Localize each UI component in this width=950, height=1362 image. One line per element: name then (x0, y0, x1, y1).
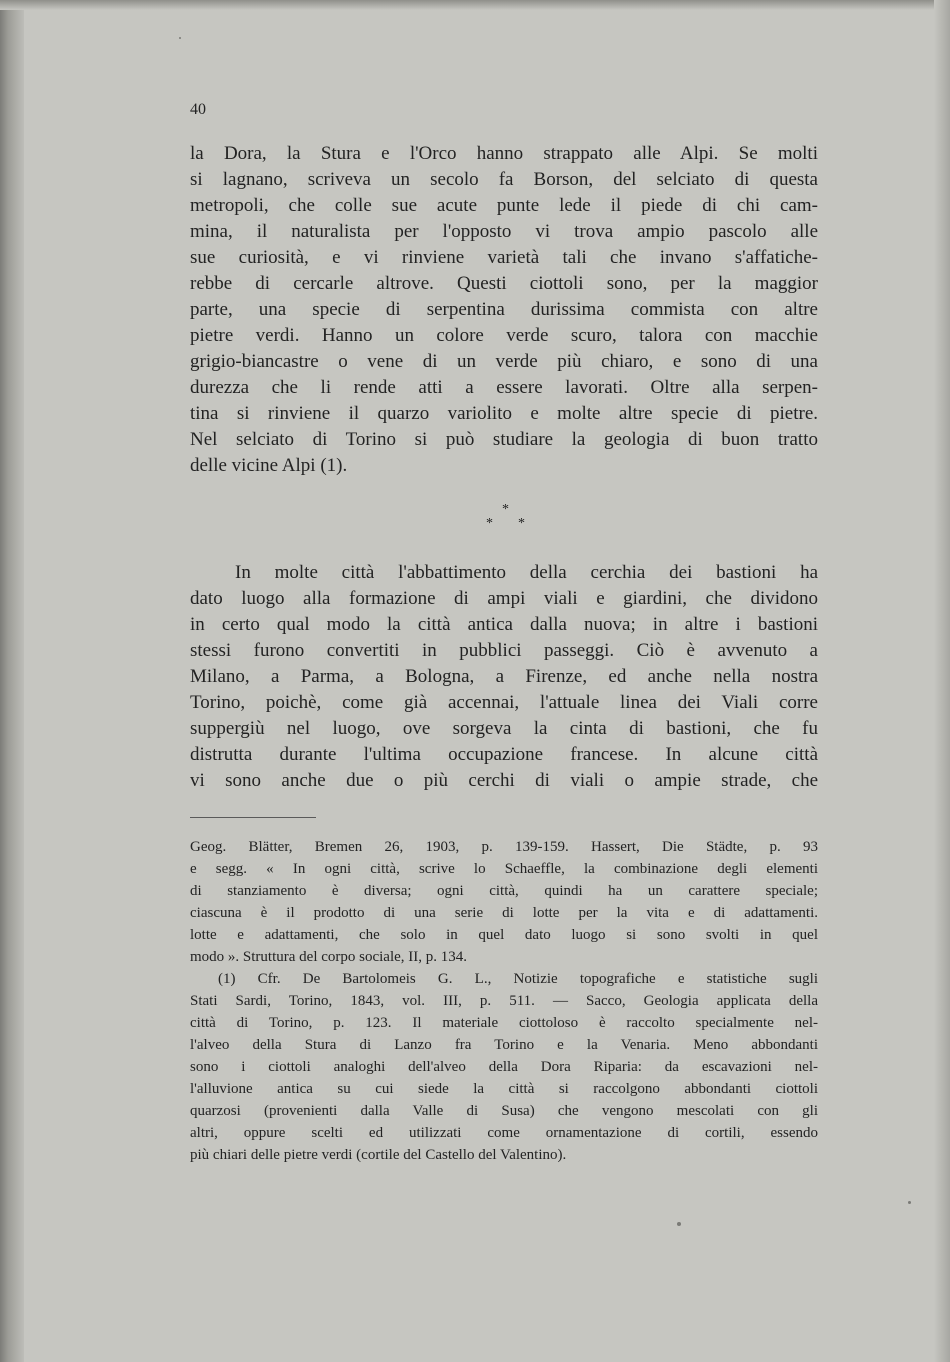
scan-speck (908, 1201, 911, 1204)
footnote-line: più chiari delle pietre verdi (cortile del Castello del Valentino). (190, 1147, 567, 1163)
footnote-line: sono i ciottoli analoghi dell'alveo della Dora Riparia: da escavazioni nel- (190, 1059, 818, 1075)
asterisk-right: * (518, 516, 525, 531)
footnotes (190, 836, 818, 1166)
footnote-line: di stanziamento è diversa; ogni città, quindi ha un carattere speciale; (190, 883, 818, 899)
page-right-shadow (934, 0, 950, 1362)
text-line: Milano, a Parma, a Bologna, a Firenze, ed anche nella nostra (190, 666, 818, 687)
footnote-line: quarzosi (provenienti dalla Valle di Susa) che vengono mescolati con gli (190, 1103, 818, 1119)
footnote-1 (190, 968, 818, 1166)
footnote-line: e segg. « In ogni città, scrive lo Schaeffle, la combinazione degli elementi (190, 861, 818, 877)
text-line: parte, una specie di serpentina durissima commista con altre (190, 299, 818, 320)
text-line: sue curiosità, e vi rinviene varietà tali che invano s'affatiche- (190, 247, 818, 268)
text-line: in certo qual modo la città antica dalla nuova; in altre i bastioni (190, 614, 818, 635)
text-line: delle vicine Alpi (1). (190, 455, 348, 476)
footnote-separator (190, 817, 316, 818)
text-line: rebbe di cercarle altrove. Questi ciottoli sono, per la maggior (190, 273, 818, 294)
footnote-line: città di Torino, p. 123. Il materiale ciottoloso è raccolto specialmente nel- (190, 1015, 818, 1031)
footnote-line: (1) Cfr. De Bartolomeis G. L., Notizie topografiche e statistiche sugli (218, 971, 818, 987)
text-line: Nel selciato di Torino si può studiare la geologia di buon tratto (190, 429, 818, 450)
page-left-shadow (0, 0, 24, 1362)
footnote-line: Stati Sardi, Torino, 1843, vol. III, p. 511. — Sacco, Geologia applicata della (190, 993, 818, 1009)
section-asterism (480, 503, 540, 543)
text-line: Torino, poichè, come già accennai, l'attuale linea dei Viali corre (190, 692, 818, 713)
text-line: metropoli, che colle sue acute punte lede il piede di chi cam- (190, 195, 818, 216)
text-line: la Dora, la Stura e l'Orco hanno strappato alle Alpi. Se molti (190, 143, 818, 164)
text-line: pietre verdi. Hanno un colore verde scuro, talora con macchie (190, 325, 818, 346)
text-line: stessi furono convertiti in pubblici passeggi. Ciò è avvenuto a (190, 640, 818, 661)
scan-speck (179, 37, 181, 39)
text-line: In molte città l'abbattimento della cerchia dei bastioni ha (235, 562, 818, 583)
text-line: suppergiù nel luogo, ove sorgeva la cinta di bastioni, che fu (190, 718, 818, 739)
footnote-continued (190, 836, 818, 968)
asterisk-left: * (486, 516, 493, 531)
asterisk-top: * (502, 502, 509, 517)
text-line: tina si rinviene il quarzo variolito e molte altre specie di pietre. (190, 403, 818, 424)
text-line: grigio-biancastre o vene di un verde più chiaro, e sono di una (190, 351, 818, 372)
text-line: vi sono anche due o più cerchi di viali o ampie strade, che (190, 770, 818, 791)
footnote-line: l'alveo della Stura di Lanzo fra Torino e la Venaria. Meno abbondanti (190, 1037, 818, 1053)
footnote-line: l'alluvione antica su cui siede la città si raccolgono abbondanti ciottoli (190, 1081, 818, 1097)
footnote-line: Geog. Blätter, Bremen 26, 1903, p. 139-159. Hassert, Die Städte, p. 93 (190, 839, 818, 855)
text-line: mina, il naturalista per l'opposto vi trova ampio pascolo alle (190, 221, 818, 242)
body-paragraph-1 (190, 141, 818, 479)
footnote-line: modo ». Struttura del corpo sociale, II, p. 134. (190, 949, 468, 965)
text-line: durezza che li rende atti a essere lavorati. Oltre alla serpen- (190, 377, 818, 398)
text-line: si lagnano, scriveva un secolo fa Borson, del selciato di questa (190, 169, 818, 190)
page-number: 40 (190, 101, 206, 118)
text-line: dato luogo alla formazione di ampi viali e giardini, che dividono (190, 588, 818, 609)
page-top-shadow (0, 0, 950, 10)
footnote-line: ciascuna è il prodotto di una serie di lotte per la vita e di adattamenti. (190, 905, 818, 921)
footnote-line: altri, oppure scelti ed utilizzati come ornamentazione di cortili, essendo (190, 1125, 818, 1141)
body-paragraph-2 (190, 560, 818, 794)
text-line: distrutta durante l'ultima occupazione francese. In alcune città (190, 744, 818, 765)
scan-speck (677, 1222, 681, 1226)
footnote-line: lotte e adattamenti, che solo in quel dato luogo si sono svolti in quel (190, 927, 818, 943)
